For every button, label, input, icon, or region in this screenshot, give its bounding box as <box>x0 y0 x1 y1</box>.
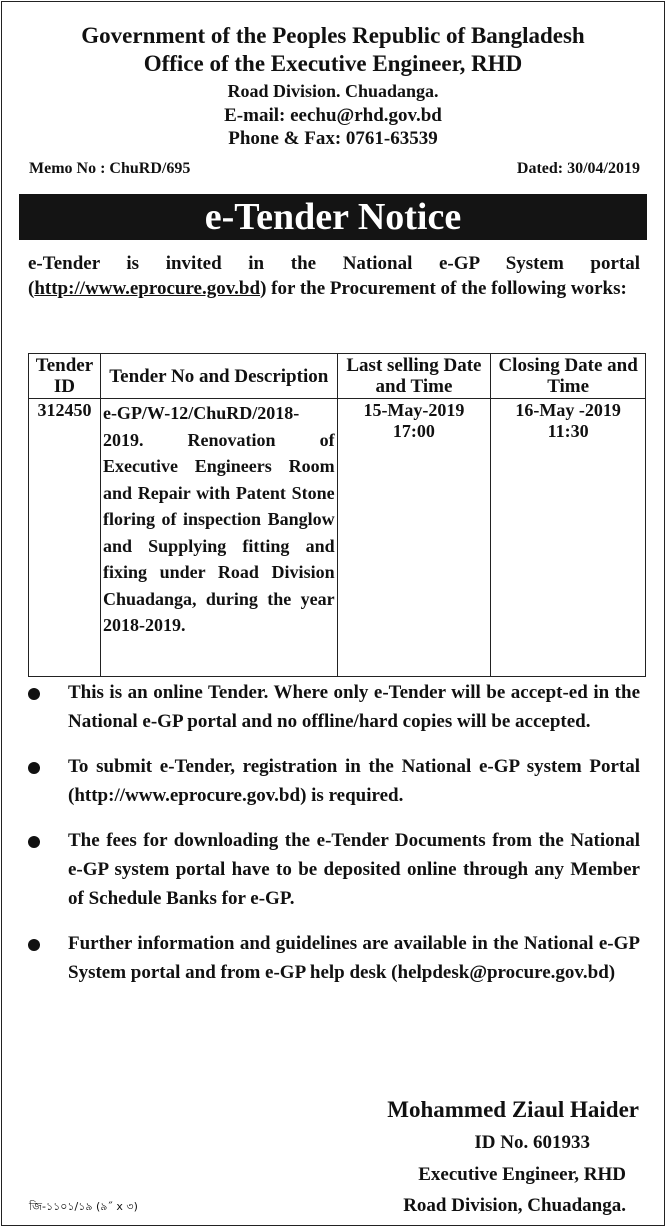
selling-cell <box>337 399 491 677</box>
col-header-desc: Tender No and Description <box>100 354 337 399</box>
closing-date: 16-May -2019 <box>515 400 621 420</box>
bullet-icon <box>28 939 40 951</box>
tender-table <box>28 353 646 677</box>
table-header-row <box>29 354 646 399</box>
government-title: Government of the Peoples Republic of Bangladesh <box>81 23 585 48</box>
closing-time: 11:30 <box>547 421 589 441</box>
tender-desc-cell: e-GP/W-12/ChuRD/2018-2019. Renovation of Executive Engineers Room and Repair with Patent Stone floring of inspection Banglow and Supplying fitting and fixing under Road Division Chuadanga, during the year 2018-2019. <box>100 399 337 677</box>
bullet-icon <box>28 836 40 848</box>
phone-line: Phone & Fax: 0761-63539 <box>228 128 438 149</box>
eprocure-link[interactable]: http://www.eprocure.gov.bd <box>34 278 261 299</box>
tender-id-cell: 312450 <box>29 399 101 677</box>
closing-cell <box>491 399 646 677</box>
bullet-text: The fees for downloading the e-Tender Documents from the National e-GP system portal have to be deposited online through any Member of Schedule Banks for e-GP. <box>68 830 640 909</box>
table-row <box>29 399 646 677</box>
list-item <box>24 929 640 987</box>
selling-time: 17:00 <box>392 421 435 441</box>
list-item <box>24 752 640 810</box>
bullet-list <box>24 678 640 1003</box>
intro-text-post: ) for the Procurement of the following works: <box>260 278 627 299</box>
division-title: Road Division. Chuadanga. <box>227 81 439 101</box>
email-line: E-mail: eechu@rhd.gov.bd <box>224 105 442 126</box>
signatory-id: ID No. 601933 <box>474 1132 590 1153</box>
bullet-icon <box>28 688 40 700</box>
bullet-icon <box>28 762 40 774</box>
office-title: Office of the Executive Engineer, RHD <box>143 51 523 76</box>
list-item <box>24 678 640 736</box>
col-header-id: Tender ID <box>29 354 101 399</box>
signatory-name: Mohammed Ziaul Haider <box>387 1097 639 1122</box>
list-item <box>24 826 640 913</box>
date: Dated: 30/04/2019 <box>516 160 640 177</box>
bullet-text: This is an online Tender. Where only e-Tender will be accept-ed in the National e-GP portal and no offline/hard copies will be accepted. <box>68 682 640 732</box>
tender-notice <box>1 1 665 1226</box>
intro-paragraph <box>28 251 640 301</box>
notice-banner: e-Tender Notice <box>19 194 647 240</box>
selling-date: 15-May-2019 <box>363 400 465 420</box>
col-header-closing: Closing Date and Time <box>491 354 646 399</box>
bullet-text: To submit e-Tender, registration in the National e-GP system Portal (http://www.eprocure.gov.bd) is required. <box>68 756 640 806</box>
signatory-title: Executive Engineer, RHD <box>418 1164 626 1185</box>
col-header-selling: Last selling Date and Time <box>337 354 491 399</box>
signatory-division: Road Division, Chuadanga. <box>403 1195 626 1216</box>
bullet-text: Further information and guidelines are available in the National e-GP System portal and from e-GP help desk (helpdesk@procure.gov.bd) <box>68 933 640 983</box>
publication-code: জি-১১০১/১৯ (৯˝ x ৩) <box>29 1200 138 1213</box>
memo-number: Memo No : ChuRD/695 <box>29 160 191 177</box>
intro-text-pre: e-Tender is invited in the National e-GP System portal ( <box>28 253 640 299</box>
